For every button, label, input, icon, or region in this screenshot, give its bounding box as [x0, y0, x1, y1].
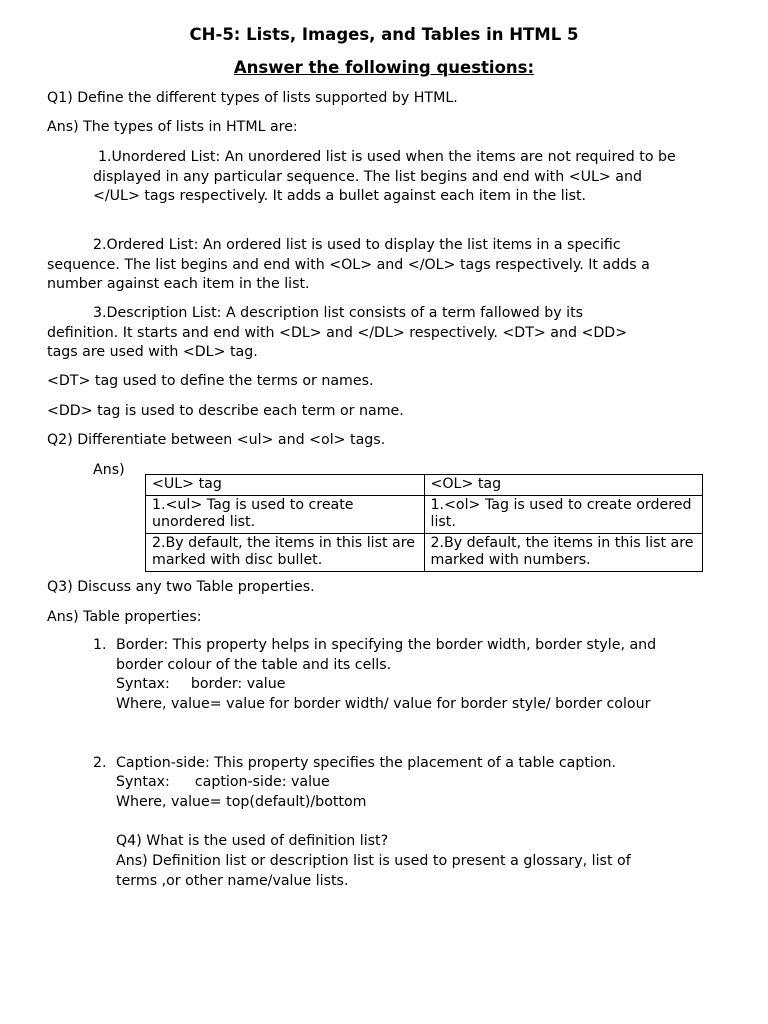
- table-header-cell: <OL> tag: [424, 475, 703, 496]
- q1-unordered-list-paragraph: 1.Unordered List: An unordered list is used when the items are not required to be displayed in any particular sequence. The list begins and end with <UL> and </UL> tags respectively. It adds a bullet against each item in the list.: [93, 149, 676, 204]
- q1-description-list-paragraph: 3.Description List: A description list consists of a term fallowed by its definition. It starts and end with <DL> and </DL> respectively. <DT> and <DD> tags are used with <DL> tag.: [47, 305, 628, 360]
- border-syntax: [116, 675, 686, 695]
- table-cell: 1.<ol> Tag is used to create ordered list.: [424, 496, 703, 534]
- table-header-cell: <UL> tag: [146, 475, 425, 496]
- table-row: [146, 534, 703, 572]
- table-cell: 2.By default, the items in this list are marked with numbers.: [424, 534, 703, 572]
- q3-question: Q3) Discuss any two Table properties.: [47, 579, 315, 595]
- syntax-value: caption-side: value: [194, 774, 330, 790]
- caption-side-property-description: Caption-side: This property specifies the placement of a table caption.: [116, 755, 617, 771]
- q3-answer-intro: Ans) Table properties:: [47, 609, 202, 625]
- page-subtitle: Answer the following questions:: [233, 58, 535, 77]
- q4-answer: Ans) Definition list or description list is used to present a glossary, list of terms ,or other name/value lists.: [116, 853, 631, 889]
- syntax-label: Syntax:: [116, 676, 170, 692]
- q2-answer-label: Ans): [93, 462, 125, 478]
- q1-dt-note: <DT> tag used to define the terms or names.: [47, 373, 374, 389]
- q1-dd-note: <DD> tag is used to describe each term or name.: [47, 403, 404, 419]
- table-cell: 2.By default, the items in this list are marked with disc bullet.: [146, 534, 425, 572]
- q2-question: Q2) Differentiate between <ul> and <ol> tags.: [47, 432, 386, 448]
- table-header-row: [146, 475, 703, 496]
- q1-question: Q1) Define the different types of lists supported by HTML.: [47, 90, 458, 106]
- list-item-number: 2.: [93, 755, 107, 771]
- list-item-number: 1.: [93, 637, 107, 653]
- border-property-description: Border: This property helps in specifying the border width, border style, and border colour of the table and its cells.: [116, 637, 657, 673]
- q1-ordered-list-paragraph: 2.Ordered List: An ordered list is used to display the list items in a specific sequence. The list begins and end with <OL> and </OL> tags respectively. It adds a number against each item in the list.: [47, 237, 650, 292]
- table-row: [146, 496, 703, 534]
- table-cell: 1.<ul> Tag is used to create unordered list.: [146, 496, 425, 534]
- syntax-label: Syntax:: [116, 774, 170, 790]
- caption-side-where-clause: Where, value= top(default)/bottom: [116, 794, 367, 810]
- q1-answer-intro: Ans) The types of lists in HTML are:: [47, 119, 298, 135]
- page-title: CH-5: Lists, Images, and Tables in HTML 5: [189, 25, 579, 44]
- caption-side-syntax: [116, 773, 686, 793]
- ul-ol-comparison-table: [145, 474, 703, 572]
- syntax-value: border: value: [190, 676, 286, 692]
- q4-question: Q4) What is the used of definition list?: [116, 833, 389, 849]
- border-where-clause: Where, value= value for border width/ value for border style/ border colour: [116, 696, 651, 712]
